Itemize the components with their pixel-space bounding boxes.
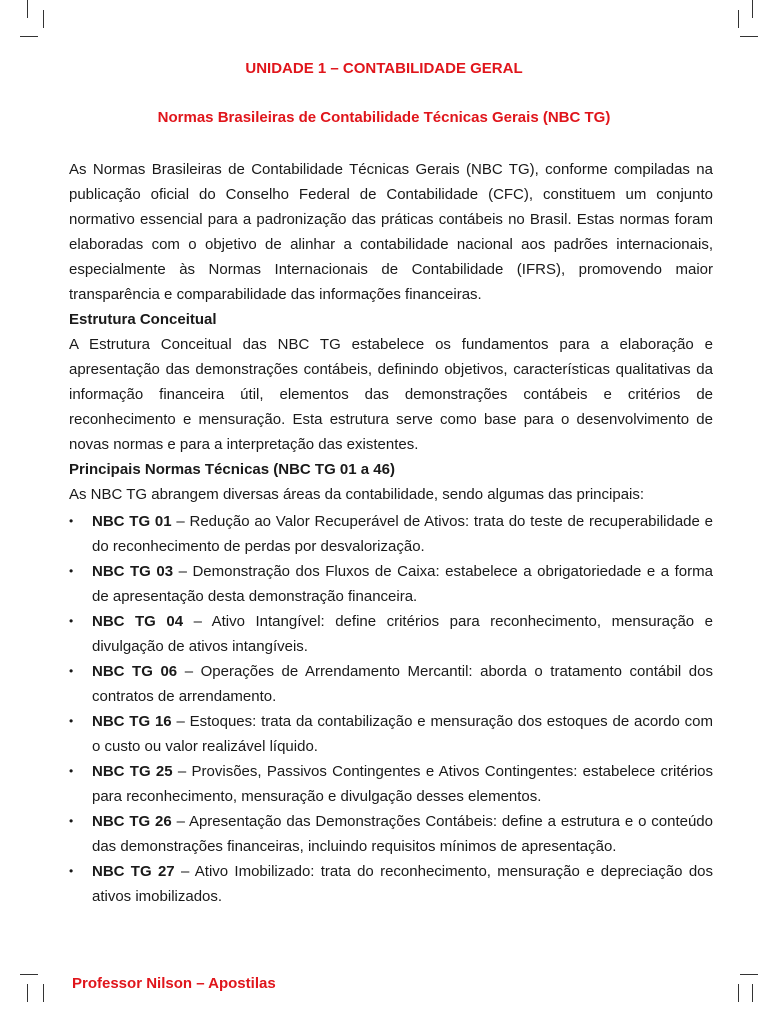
crop-mark (43, 984, 44, 1002)
crop-mark (752, 984, 753, 1002)
bullet-icon: • (69, 814, 74, 828)
list-item (69, 659, 713, 709)
bullet-icon: • (69, 564, 74, 578)
crop-mark (738, 984, 739, 1002)
crop-mark (27, 984, 28, 1002)
list-item (69, 709, 713, 759)
list-item (69, 609, 713, 659)
crop-mark (740, 36, 758, 37)
bullet-icon: • (69, 764, 74, 778)
unit-title: UNIDADE 1 – CONTABILIDADE GERAL (245, 60, 523, 77)
section-heading: Estrutura Conceitual (69, 311, 217, 328)
norm-description: – Provisões, Passivos Contingentes e Ativos Contingentes: estabelece critérios para reconhecimento, mensuração e divulgação desses elementos. (92, 763, 714, 805)
bullet-icon: • (69, 514, 74, 528)
section-heading: Principais Normas Técnicas (NBC TG 01 a 46) (69, 461, 395, 478)
norms-list (69, 509, 713, 909)
norm-code: NBC TG 27 (92, 863, 175, 880)
crop-mark (752, 0, 753, 18)
crop-mark (20, 36, 38, 37)
crop-mark (20, 974, 38, 975)
crop-mark (27, 0, 28, 18)
list-item (69, 559, 713, 609)
crop-mark (740, 974, 758, 975)
norm-code: NBC TG 26 (92, 813, 172, 830)
norm-code: NBC TG 01 (92, 513, 172, 530)
crop-mark (43, 10, 44, 28)
list-item (69, 809, 713, 859)
norm-description: – Ativo Intangível: define critérios para reconhecimento, mensuração e divulgação de ativos intangíveis. (92, 613, 713, 655)
norm-code: NBC TG 25 (92, 763, 173, 780)
norm-description: – Estoques: trata da contabilização e mensuração dos estoques de acordo com o custo ou valor realizável líquido. (92, 713, 713, 755)
bullet-icon: • (69, 864, 74, 878)
norm-description: – Operações de Arrendamento Mercantil: aborda o tratamento contábil dos contratos de arrendamento. (92, 663, 713, 705)
document-body (69, 157, 713, 909)
norm-code: NBC TG 06 (92, 663, 178, 680)
norm-code: NBC TG 03 (92, 563, 174, 580)
norm-code: NBC TG 16 (92, 713, 172, 730)
norm-code: NBC TG 04 (92, 613, 184, 630)
list-item (69, 759, 713, 809)
bullet-icon: • (69, 614, 74, 628)
norm-description: – Apresentação das Demonstrações Contábeis: define a estrutura e o conteúdo das demonstrações financeiras, incluindo requisitos mínimos de apresentação. (92, 813, 713, 855)
intro-paragraph: As Normas Brasileiras de Contabilidade Técnicas Gerais (NBC TG), conforme compiladas na publicação oficial do Conselho Federal de Contabilidade (CFC), constituem um conjunto normativo essencial para a padronização das práticas contábeis no Brasil. Estas normas foram elaboradas com o objetivo de alinhar a contabilidade nacional aos padrões internacionais, especialmente às Normas Internacionais de Contabilidade (IFRS), promovendo maior transparência e comparabilidade das informações financeiras. (69, 161, 713, 303)
section-paragraph: A Estrutura Conceitual das NBC TG estabelece os fundamentos para a elaboração e apresentação das demonstrações contábeis, definindo objetivos, características qualitativas da informação financeira útil, elementos das demonstrações contábeis e critérios de reconhecimento e mensuração. Esta estrutura serve como base para o desenvolvimento de novas normas e para a interpretação das existentes. (69, 336, 713, 453)
norm-description: – Ativo Imobilizado: trata do reconhecimento, mensuração e depreciação dos ativos imobilizados. (92, 863, 713, 905)
bullet-icon: • (69, 714, 74, 728)
section-paragraph: As NBC TG abrangem diversas áreas da contabilidade, sendo algumas das principais: (69, 486, 645, 503)
list-item (69, 509, 713, 559)
bullet-icon: • (69, 664, 74, 678)
document-subtitle: Normas Brasileiras de Contabilidade Técnicas Gerais (NBC TG) (157, 109, 611, 126)
norm-description: – Demonstração dos Fluxos de Caixa: estabelece a obrigatoriedade e a forma de apresentação desta demonstração financeira. (92, 563, 713, 605)
footer-text: Professor Nilson – Apostilas (72, 975, 276, 992)
list-item (69, 859, 713, 909)
crop-mark (738, 10, 739, 28)
norm-description: – Redução ao Valor Recuperável de Ativos: trata do teste de recuperabilidade e do reconhecimento de perdas por desvalorização. (92, 513, 713, 555)
